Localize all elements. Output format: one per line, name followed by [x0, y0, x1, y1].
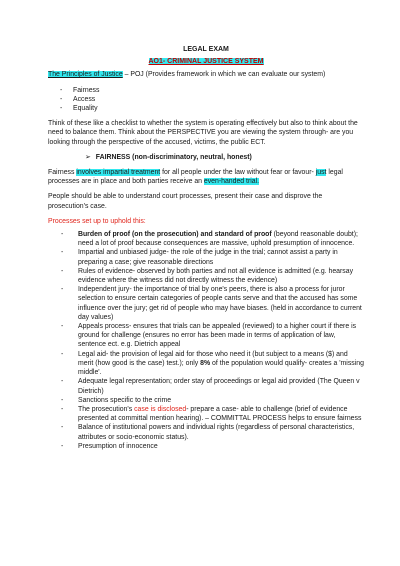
people-paragraph: People should be able to understand court processes, present their case and disprove the prosecution's case.	[48, 193, 323, 210]
principles-list	[48, 86, 364, 114]
fairness-text: Fairness	[48, 169, 77, 177]
process-item: - Independent jury- the importance of trial by one's peers, there is also a process for juror selection to ensure certain categories of people cants serve and that the accused has some influence over the jury; get rid of people who may have biases. (held in accordance to current day values)	[48, 285, 364, 322]
process-item	[48, 405, 364, 423]
principle-item: - Equality	[48, 104, 364, 113]
process-item	[48, 230, 364, 248]
process-text: Legal aid- the provision of legal aid for those who need it (but subject to a means ($) and merit (how good is the case) test.); only	[78, 350, 348, 367]
processes-heading: Processes set up to uphold this:	[48, 217, 146, 225]
arrow-bullet-icon: ➢	[85, 153, 91, 161]
process-text: of the population would qualify- creates a 'missing middle'.	[78, 359, 364, 377]
principle-item: - Access	[48, 95, 364, 104]
fairness-highlight: even-handed trial.	[203, 178, 260, 186]
principle-item: - Fairness	[48, 86, 364, 95]
process-item: - Presumption of innocence	[48, 442, 364, 451]
process-text: (beyond reasonable doubt); need a lot of proof because consequences are massive, uphold presumption of innocence.	[78, 231, 358, 248]
process-text: The prosecution's	[78, 405, 135, 413]
fairness-text: legal processes are in place and both parties receive an	[48, 169, 343, 186]
fairness-heading	[85, 153, 364, 162]
process-item: - Impartial and unbiased judge- the role of the judge in the trial; cannot assist a party in preparing a case; give reasonable directions	[48, 248, 364, 266]
process-text: - prepare a case- able to challenge (brief of evidence presented at committal mention hearing). – COMMITTAL PROCESS helps to ensure fairness	[78, 405, 362, 423]
subtitle-text: AO1- CRIMINAL JUSTICE SYSTEM	[148, 58, 264, 66]
process-item: - Rules of evidence- observed by both parties and not all evidence is admitted (e.g. hearsay evidence where the witness did not directly witness the evidence)	[48, 267, 364, 285]
fairness-heading-text: FAIRNESS (non-discriminatory, neutral, honest)	[95, 153, 252, 161]
fairness-highlight: just	[315, 169, 327, 177]
process-item: - Adequate legal representation; order stay of proceedings or legal aid provided (The Queen v Dietrich)	[48, 377, 364, 395]
process-item: - Appeals process- ensures that trials can be appealed (reviewed) to a higher court if there is ground for challenge (ensures no error has been made in terms of application of law, sentence ect. e.g. Dietrich appeal	[48, 322, 364, 350]
fairness-text: for all people under the law without fear or favour-	[160, 169, 316, 177]
process-item: - Sanctions specific to the crime	[48, 396, 364, 405]
fairness-definition	[48, 168, 364, 186]
process-bold: Burden of proof (on the prosecution) and standard of proof	[78, 231, 272, 239]
process-item	[48, 350, 364, 378]
process-red-text: case is disclosed	[134, 405, 187, 413]
principles-intro-rest: – POJ (Provides framework in which we can evaluate our system)	[122, 71, 326, 79]
process-item: - Balance of institutional powers and individual rights (regardless of personal characteristics, attributes or socio-economic status).	[48, 423, 364, 441]
fairness-highlight: involves impartial treatment	[76, 169, 161, 177]
document-subtitle	[48, 57, 364, 66]
document-title: LEGAL EXAM	[183, 46, 229, 53]
processes-list	[48, 230, 364, 451]
principles-highlight: The Principles of Justice	[48, 71, 123, 79]
principles-intro	[48, 70, 364, 79]
checklist-paragraph: Think of these like a checklist to whether the system is operating effectively but also to think about the need to balance them. Think about the PERSPECTIVE you are viewing the system through- are you looking through the perspective of the accused, victims, the public ECT.	[48, 120, 358, 146]
process-bold: 8%	[200, 359, 211, 367]
